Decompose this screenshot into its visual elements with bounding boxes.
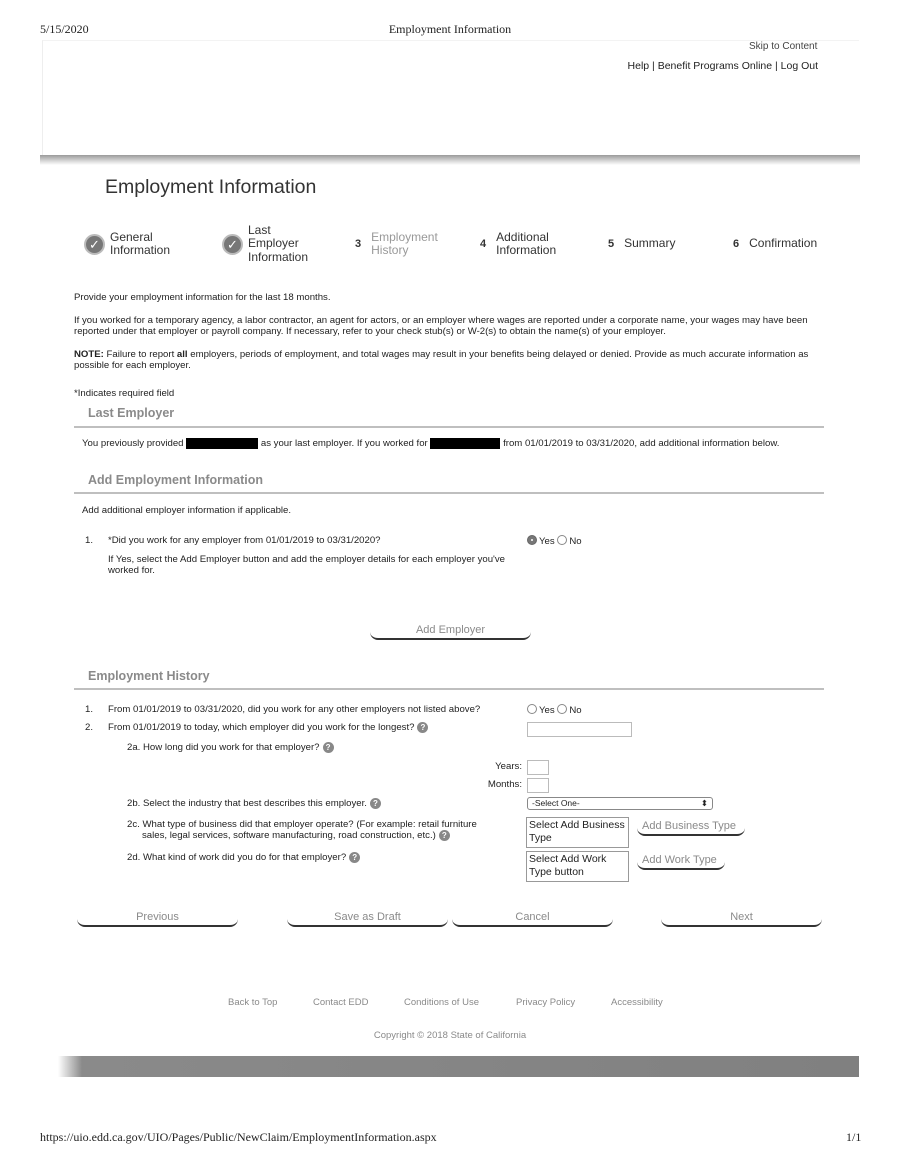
accessibility-link[interactable]: Accessibility	[611, 997, 663, 1008]
section-divider	[74, 492, 824, 494]
years-label: Years:	[495, 761, 522, 772]
yes-radio[interactable]	[527, 704, 537, 714]
add-employment-subtitle: Add additional employer information if applicable.	[82, 505, 292, 516]
other-employers-radio-group: Yes No	[527, 705, 582, 716]
site-header	[42, 40, 859, 156]
redacted-employer-name	[186, 438, 258, 449]
temp-agency-text: If you worked for a temporary agency, a labor contractor, an agent for actors, or an employer where wages are reported under a corporate name, your wages may have been reported under that employer or payroll company. If necessary, refer to your check stub(s) or W-2(s) to obtain the name(s) of your employer.	[74, 315, 808, 337]
add-employer-button[interactable]: Add Employer	[370, 622, 531, 640]
next-button[interactable]: Next	[661, 909, 822, 927]
help-icon[interactable]: ?	[370, 798, 381, 809]
conditions-of-use-link[interactable]: Conditions of Use	[404, 997, 479, 1008]
cancel-button[interactable]: Cancel	[452, 909, 613, 927]
header-bar	[40, 155, 860, 165]
months-label: Months:	[487, 779, 522, 790]
longest-employer-question: From 01/01/2019 to today, which employer did you work for the longest? ?	[108, 722, 428, 733]
industry-select[interactable]: -Select One- ⬍	[527, 797, 713, 810]
step-additional-information: 4 Additional Information	[480, 229, 557, 257]
business-type-question: 2c. What type of business did that employer operate? (For example: retail furniture sales, legal services, software manufacturing, road construction, etc.) ?	[127, 819, 477, 842]
add-business-type-button[interactable]: Add Business Type	[637, 818, 745, 836]
industry-question: 2b. Select the industry that best describes this employer. ?	[127, 798, 381, 809]
add-work-type-button[interactable]: Add Work Type	[637, 852, 725, 870]
work-type-field[interactable]: Select Add Work Type button	[526, 851, 629, 882]
last-employer-text: You previously provided as your last employer. If you worked for from 01/01/2019 to 03/31/2020, add additional information below.	[82, 438, 780, 450]
print-url: https://uio.edd.ca.gov/UIO/Pages/Public/NewClaim/EmploymentInformation.aspx	[40, 1130, 437, 1144]
help-icon[interactable]: ?	[349, 852, 360, 863]
question-number: 1.	[85, 704, 94, 715]
section-title-last-employer: Last Employer	[88, 406, 175, 420]
checkmark-icon: ✓	[84, 234, 105, 255]
years-input[interactable]	[527, 760, 549, 775]
section-title-employment-history: Employment History	[88, 669, 210, 683]
yes-radio[interactable]	[527, 535, 537, 545]
question-number: 1.	[85, 535, 94, 546]
step-employment-history: 3 Employment History	[355, 229, 438, 257]
print-date: 5/15/2020	[40, 22, 89, 36]
note-text: NOTE: Failure to report all employers, periods of employment, and total wages may result in your benefits being delayed or denied. Provide as much accurate information as possible for each employer.	[74, 349, 809, 371]
question-number: 2.	[85, 722, 94, 733]
add-employer-instructions: If Yes, select the Add Employer button and add the employer details for each employer you've worked for.	[108, 554, 506, 576]
checkmark-icon: ✓	[222, 234, 243, 255]
work-type-question: 2d. What kind of work did you do for that employer? ?	[127, 852, 360, 863]
privacy-policy-link[interactable]: Privacy Policy	[516, 997, 576, 1008]
longest-employer-input[interactable]	[527, 722, 632, 737]
back-to-top-link[interactable]: Back to Top	[228, 997, 278, 1008]
section-title-add-employment: Add Employment Information	[88, 473, 263, 487]
help-icon[interactable]: ?	[417, 722, 428, 733]
help-icon[interactable]: ?	[323, 742, 334, 753]
other-employers-question: From 01/01/2019 to 03/31/2020, did you work for any other employers not listed above?	[108, 704, 481, 715]
worked-any-employer-question: *Did you work for any employer from 01/01/2019 to 03/31/2020?	[108, 535, 381, 546]
required-field-note: *Indicates required field	[74, 388, 175, 399]
step-summary: 5 Summary	[608, 236, 676, 251]
how-long-question: 2a. How long did you work for that employer? ?	[127, 742, 334, 753]
months-input[interactable]	[527, 778, 549, 793]
page-title: Employment Information	[105, 176, 317, 198]
section-divider	[74, 688, 824, 690]
no-radio[interactable]	[557, 535, 567, 545]
copyright: Copyright © 2018 State of California	[373, 1030, 527, 1041]
step-general-information: ✓ General Information	[84, 222, 170, 266]
footer-bar	[58, 1056, 859, 1077]
help-icon[interactable]: ?	[439, 830, 450, 841]
worked-any-employer-radio-group: Yes No	[527, 536, 582, 547]
redacted-employer-name	[430, 438, 500, 449]
select-arrows-icon: ⬍	[700, 798, 708, 808]
print-page-number: 1/1	[846, 1130, 862, 1144]
business-type-field[interactable]: Select Add Business Type	[526, 817, 629, 848]
save-as-draft-button[interactable]: Save as Draft	[287, 909, 448, 927]
no-radio[interactable]	[557, 704, 567, 714]
step-last-employer-information: ✓ Last Employer Information	[222, 222, 308, 266]
step-confirmation: 6 Confirmation	[733, 236, 818, 251]
previous-button[interactable]: Previous	[77, 909, 238, 927]
skip-to-content-link[interactable]: Skip to Content	[749, 41, 818, 52]
print-title: Employment Information	[388, 22, 512, 36]
top-links[interactable]: Help | Benefit Programs Online | Log Out	[627, 60, 818, 72]
intro-text: Provide your employment information for the last 18 months.	[74, 292, 331, 303]
contact-edd-link[interactable]: Contact EDD	[313, 997, 369, 1008]
section-divider	[74, 426, 824, 428]
